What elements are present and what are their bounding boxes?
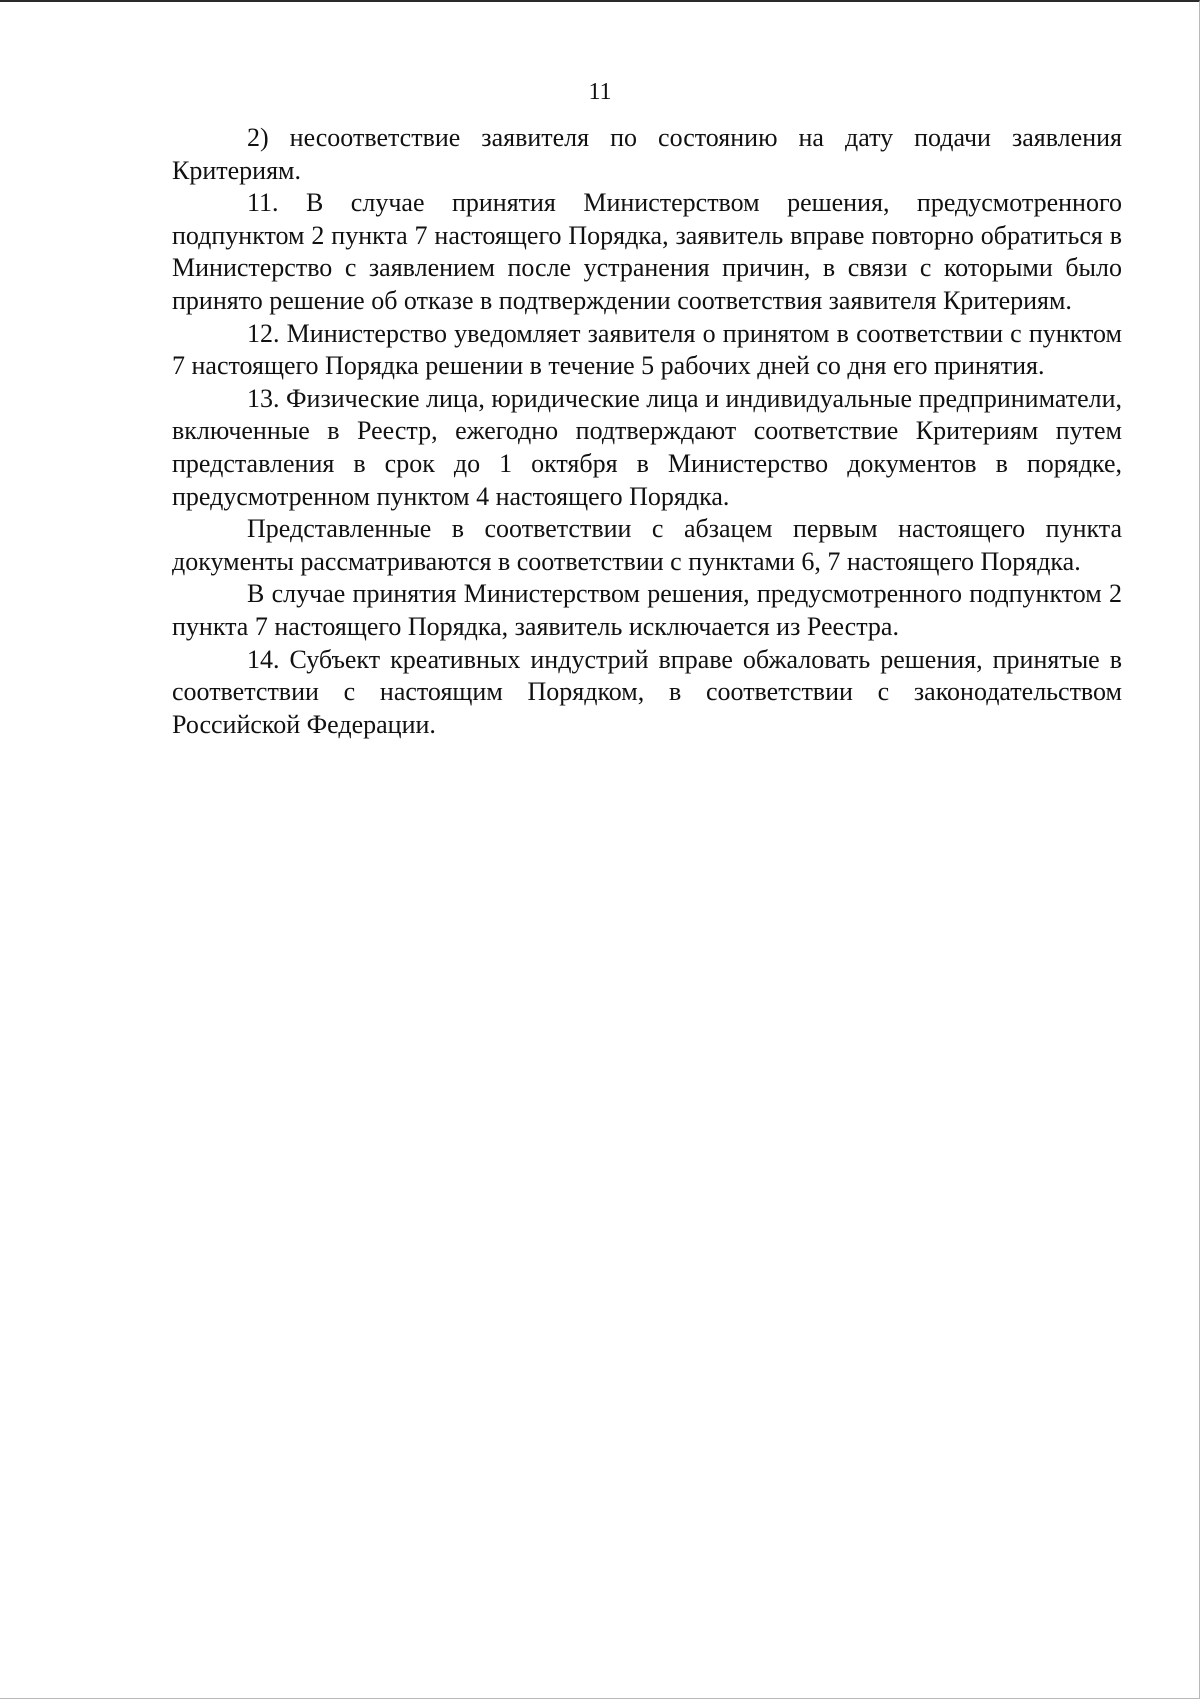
page-number: 11	[588, 79, 612, 105]
document-body	[172, 122, 1122, 741]
paragraph-item-12: 12. Министерство уведомляет заявителя о принятом в соответствии с пунктом 7 настоящего Порядка решении в течение 5 рабочих дней со дня его принятия.	[172, 318, 1122, 381]
paragraph-item-13-part-3: В случае принятия Министерством решения, предусмотренного подпунктом 2 пункта 7 настоящего Порядка, заявитель исключается из Реестра.	[172, 579, 1122, 641]
paragraph-item-13: 13. Физические лица, юридические лица и индивидуальные предприниматели, включенные в Реестр, ежегодно подтверждают соответствие Критериям путем представления в срок до 1 октября в Министерство документов в порядке, предусмотренном пунктом 4 настоящего Порядка.	[172, 383, 1122, 511]
paragraph-item-11: 11. В случае принятия Министерством решения, предусмотренного подпунктом 2 пункта 7 настоящего Порядка, заявитель вправе повторно обратиться в Министерство с заявлением после устранения причин, в связи с которыми было принято решение об отказе в подтверждении соответствия заявителя Критериям.	[172, 188, 1122, 315]
paragraph-subitem-2: 2) несоответствие заявителя по состоянию на дату подачи заявления Критериям.	[172, 123, 1122, 185]
paragraph-item-14: 14. Субъект креативных индустрий вправе обжаловать решения, принятые в соответствии с настоящим Порядком, в соответствии с законодательством Российской Федерации.	[172, 644, 1122, 739]
paragraph-item-13-part-2: Представленные в соответствии с абзацем первым настоящего пункта документы рассматриваются в соответствии с пунктами 6, 7 настоящего Порядка.	[172, 514, 1122, 576]
